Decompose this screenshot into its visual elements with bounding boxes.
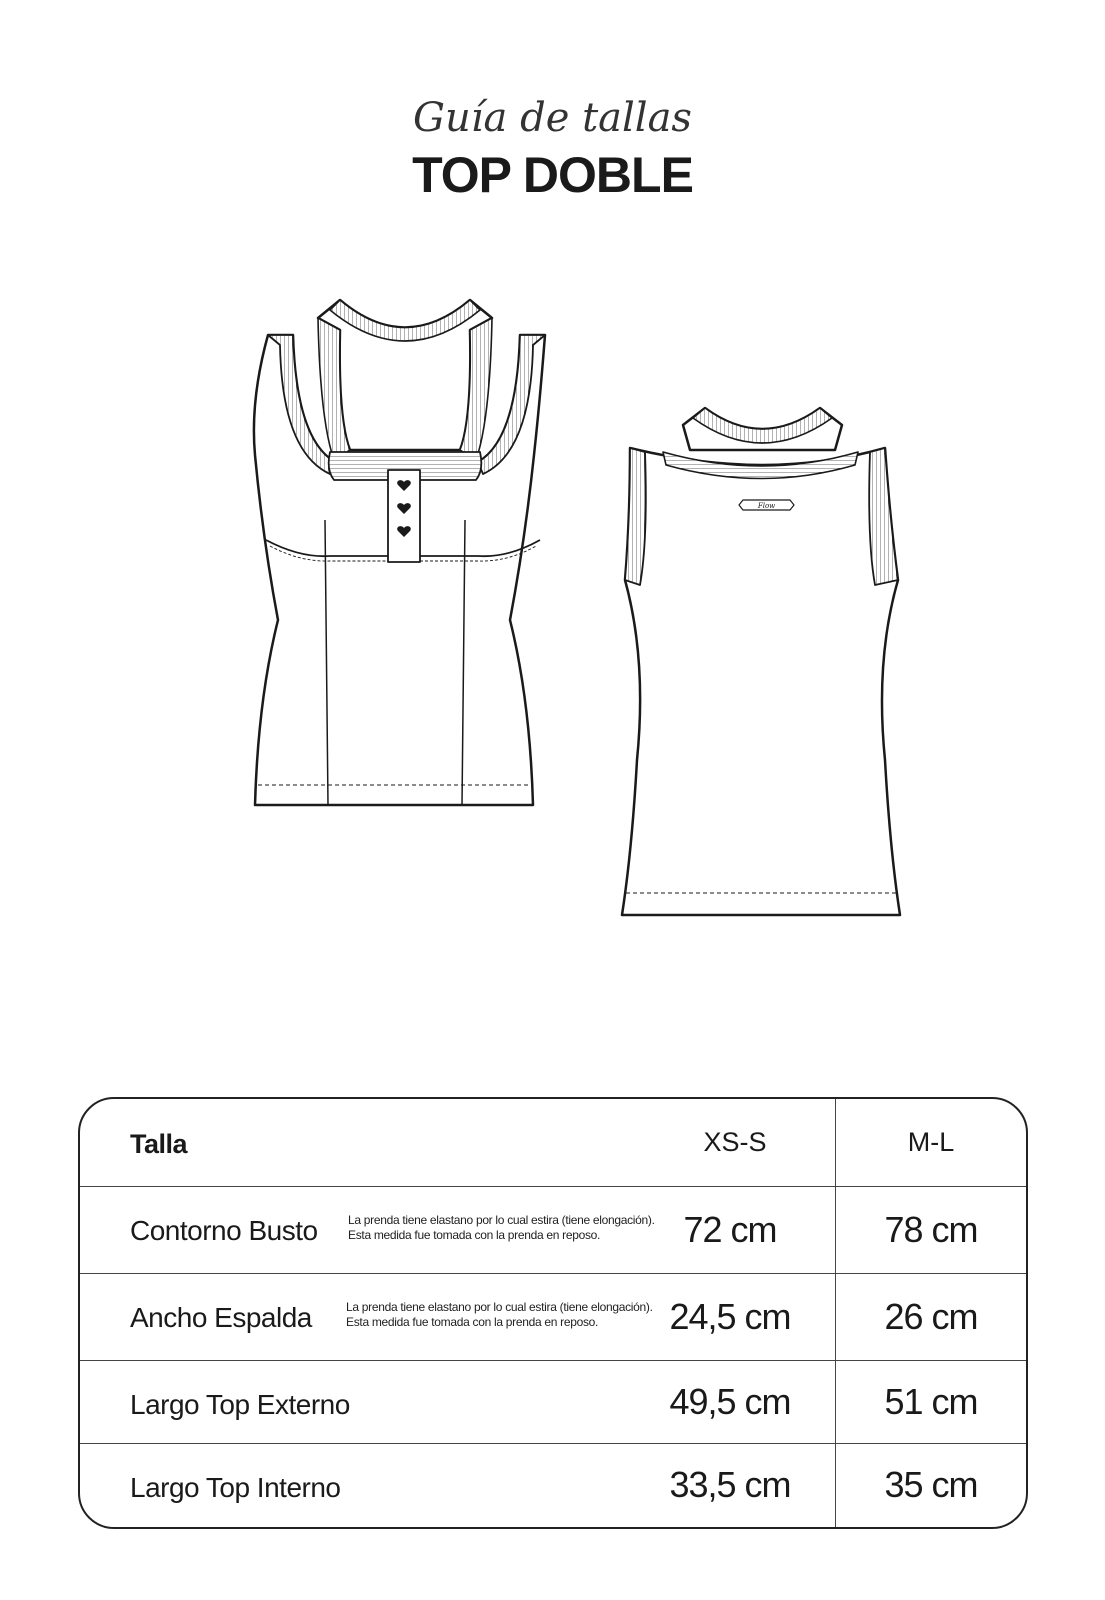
table-header-row: [80, 1099, 1026, 1187]
page-title: TOP DOBLE: [412, 147, 693, 203]
value-xs-s: 72 cm: [683, 1209, 777, 1250]
header-xs-s: XS-S: [703, 1127, 767, 1157]
value-m-l: 35 cm: [884, 1464, 978, 1505]
back-view: [622, 408, 900, 915]
value-m-l: 51 cm: [884, 1381, 978, 1422]
table-row: [80, 1274, 1026, 1361]
header-m-l: M-L: [907, 1127, 955, 1157]
value-m-l: 26 cm: [884, 1296, 978, 1337]
header-size-label: Talla: [130, 1129, 188, 1159]
table-row: [80, 1361, 1026, 1444]
table-row: [80, 1187, 1026, 1274]
value-m-l: 78 cm: [884, 1209, 978, 1250]
row-note: La prenda tiene elastano por lo cual estira (tiene elongación). Esta medida fue tomada con la prenda en reposo.: [346, 1300, 653, 1329]
row-note: La prenda tiene elastano por lo cual estira (tiene elongación). Esta medida fue tomada con la prenda en reposo.: [348, 1213, 655, 1242]
subtitle: Guía de tallas: [413, 95, 692, 141]
size-table: [78, 1097, 1028, 1529]
row-label: Largo Top Interno: [130, 1472, 341, 1503]
value-xs-s: 33,5 cm: [669, 1464, 791, 1505]
value-xs-s: 24,5 cm: [669, 1296, 791, 1337]
table-row: [80, 1444, 1026, 1527]
row-label: Largo Top Externo: [130, 1389, 350, 1420]
value-xs-s: 49,5 cm: [669, 1381, 791, 1422]
back-label-text: Flow: [757, 502, 776, 510]
front-view: [254, 300, 545, 805]
row-label: Ancho Espalda: [130, 1302, 312, 1333]
row-label: Contorno Busto: [130, 1215, 318, 1246]
